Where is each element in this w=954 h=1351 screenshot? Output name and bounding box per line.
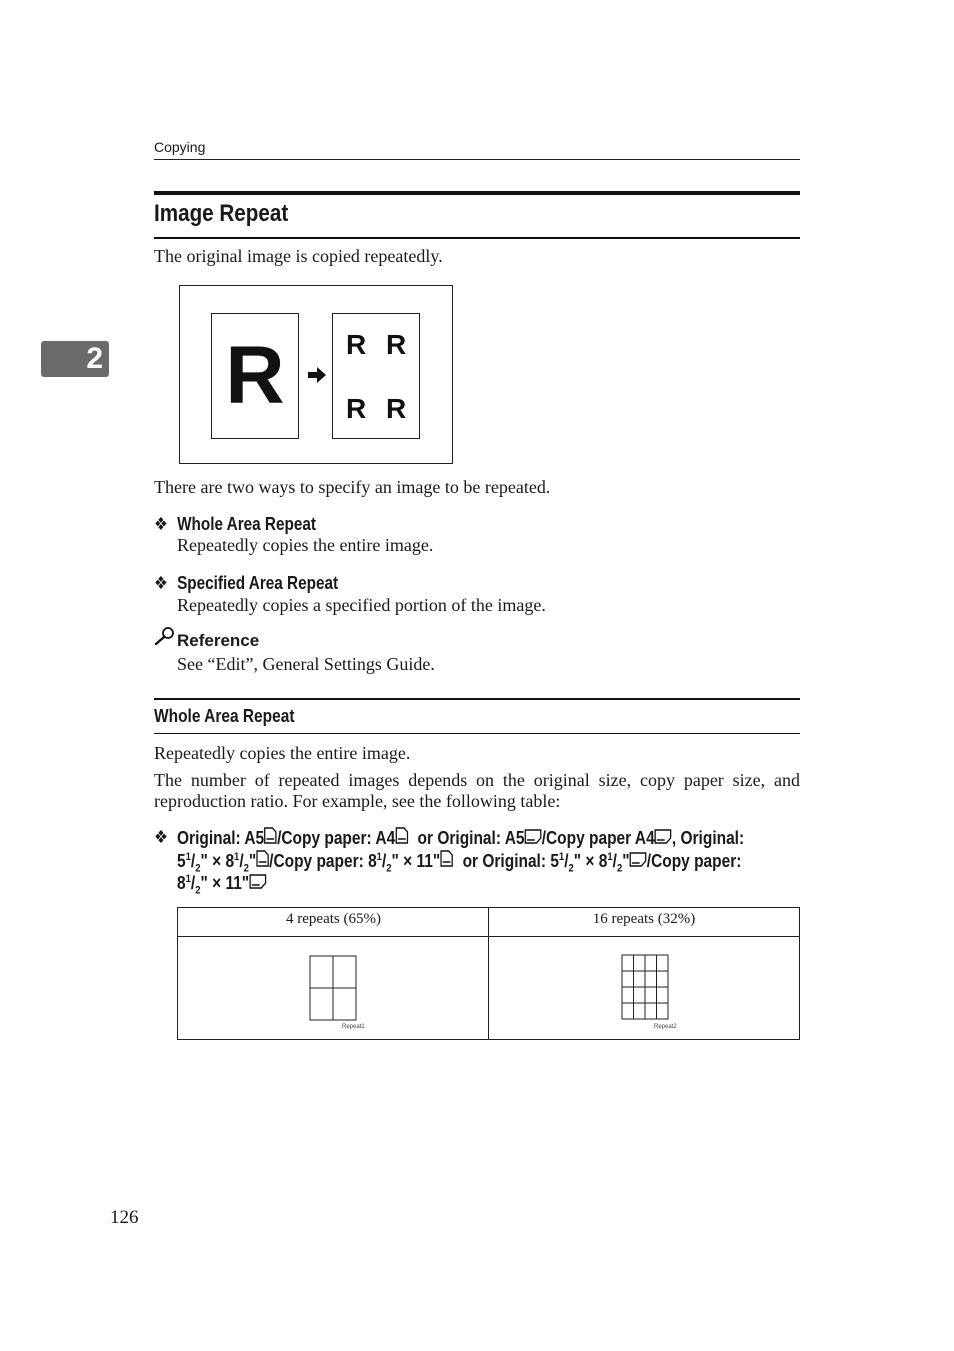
fraction-slash: / — [190, 873, 196, 893]
magnifier-icon — [154, 626, 176, 646]
grid-cell — [622, 971, 634, 987]
grid-cell — [622, 1003, 634, 1019]
thumb-label: Repeat2 — [654, 1024, 677, 1030]
chapter-tab — [41, 341, 109, 377]
grid-cell — [310, 956, 333, 988]
bullet-icon: ❖ — [154, 573, 168, 593]
table-header-16-repeats: 16 repeats (32%) — [592, 911, 696, 927]
fraction-num: 1 — [234, 851, 240, 863]
heading-label: Whole Area Repeat — [177, 514, 316, 534]
copy-letter: R — [386, 393, 407, 424]
specified-area-repeat-desc: Repeatedly copies a specified portion of the image. — [177, 595, 546, 615]
subsection-desc-2: The number of repeated images depends on the original size, copy paper size, and reproduction ratio. For example, see the following table: — [154, 770, 800, 811]
condition-text: Original: A5 — [177, 828, 265, 848]
copy-sheet — [332, 313, 420, 439]
landscape-paper-icon — [525, 829, 542, 844]
grid-4-thumbnail — [309, 955, 357, 1021]
condition-text: , Original: — [671, 828, 745, 848]
subsection-title: Whole Area Repeat — [154, 706, 295, 726]
thumb-label: Repeat1 — [342, 1024, 365, 1030]
page-title: Image Repeat — [154, 200, 289, 227]
grid-cell — [657, 1003, 669, 1019]
condition-text: 5 — [177, 851, 186, 871]
original-letter: R — [225, 330, 285, 421]
grid-cell — [657, 971, 669, 987]
title-rule-bottom — [154, 237, 800, 239]
landscape-paper-icon — [249, 874, 266, 889]
arrow-right-icon — [307, 365, 327, 385]
condition-text: /Copy paper A4 — [541, 828, 655, 848]
header-rule — [154, 159, 800, 160]
fraction-slash: / — [381, 851, 387, 871]
original-sheet — [211, 313, 299, 439]
subsection-rule-top — [154, 698, 800, 700]
reference-heading: Reference — [177, 631, 260, 650]
grid-cell — [657, 955, 669, 971]
two-ways-text: There are two ways to specify an image to be repeated. — [154, 477, 551, 497]
fraction-num: 1 — [607, 851, 613, 863]
grid-16-thumbnail — [621, 954, 669, 1020]
grid-cell — [634, 955, 646, 971]
grid-cell — [333, 956, 356, 988]
condition-text: " — [622, 851, 630, 871]
condition-text: " × 11" — [200, 873, 250, 893]
repeat-illustration — [179, 285, 453, 464]
subsection-rule-bottom — [154, 733, 800, 734]
condition-text: 8 — [177, 873, 186, 893]
fraction-slash: / — [564, 851, 569, 871]
condition-text: or Original: 5 — [458, 851, 559, 871]
fraction-den: 2 — [386, 862, 392, 875]
fraction-num: 1 — [558, 851, 565, 863]
condition-text: /Copy paper: — [646, 851, 742, 871]
fraction-den: 2 — [616, 862, 623, 875]
grid-cell — [634, 1003, 646, 1019]
whole-area-repeat-desc: Repeatedly copies the entire image. — [177, 535, 434, 555]
whole-area-repeat-heading — [154, 514, 316, 535]
fraction-slash: / — [612, 851, 617, 871]
table-header-4-repeats: 4 repeats (65%) — [286, 911, 381, 927]
heading-label: Specified Area Repeat — [177, 573, 339, 593]
grid-cell — [657, 987, 669, 1003]
fraction-den: 2 — [568, 862, 574, 875]
fraction-den: 2 — [243, 862, 249, 875]
condition-line-3 — [177, 873, 281, 897]
chapter-number: 2 — [86, 342, 103, 375]
portrait-paper-icon — [256, 850, 269, 867]
grid-cell — [310, 988, 333, 1020]
condition-text: /Copy paper: A4 — [277, 828, 396, 848]
bullet-icon: ❖ — [154, 514, 168, 534]
specified-area-repeat-heading — [154, 573, 338, 594]
landscape-paper-icon — [655, 829, 672, 844]
intro-text: The original image is copied repeatedly. — [154, 246, 443, 266]
copy-letter: R — [346, 329, 367, 360]
subsection-desc-1: Repeatedly copies the entire image. — [154, 743, 411, 763]
condition-text: /Copy paper: 8 — [269, 851, 377, 871]
portrait-paper-icon — [395, 827, 408, 844]
grid-cell — [634, 987, 646, 1003]
fraction-den: 2 — [195, 884, 201, 897]
grid-cell — [333, 988, 356, 1020]
condition-text: " × 8 — [573, 851, 608, 871]
fraction-slash: / — [239, 851, 244, 871]
running-header: Copying — [154, 139, 206, 155]
grid-cell — [645, 987, 657, 1003]
column-divider — [488, 908, 489, 1039]
title-rule-top — [154, 191, 800, 195]
condition-line-1 — [177, 827, 836, 849]
repeat-table — [177, 907, 800, 1040]
bullet-icon: ❖ — [154, 827, 168, 847]
grid-cell — [634, 971, 646, 987]
condition-text: or Original: A5 — [413, 828, 525, 848]
condition-text: " — [248, 851, 257, 871]
condition-text: " × 8 — [200, 851, 235, 871]
row-divider — [178, 936, 799, 937]
grid-cell — [645, 1003, 657, 1019]
fraction-num: 1 — [185, 851, 191, 863]
landscape-paper-icon — [630, 852, 647, 867]
fraction-slash: / — [190, 851, 196, 871]
portrait-paper-icon — [440, 850, 453, 867]
fraction-den: 2 — [195, 862, 201, 875]
grid-cell — [645, 971, 657, 987]
reference-text: See “Edit”, General Settings Guide. — [177, 654, 435, 674]
fraction-num: 1 — [185, 873, 191, 885]
condition-line-2 — [177, 850, 833, 875]
page-number: 126 — [110, 1207, 139, 1228]
grid-cell — [622, 987, 634, 1003]
copy-letter: R — [346, 393, 367, 424]
copy-letter: R — [386, 329, 407, 360]
grid-cell — [645, 955, 657, 971]
fraction-num: 1 — [376, 851, 382, 863]
grid-cell — [622, 955, 634, 971]
portrait-paper-icon — [264, 827, 277, 844]
condition-text: " × 11" — [391, 851, 441, 871]
